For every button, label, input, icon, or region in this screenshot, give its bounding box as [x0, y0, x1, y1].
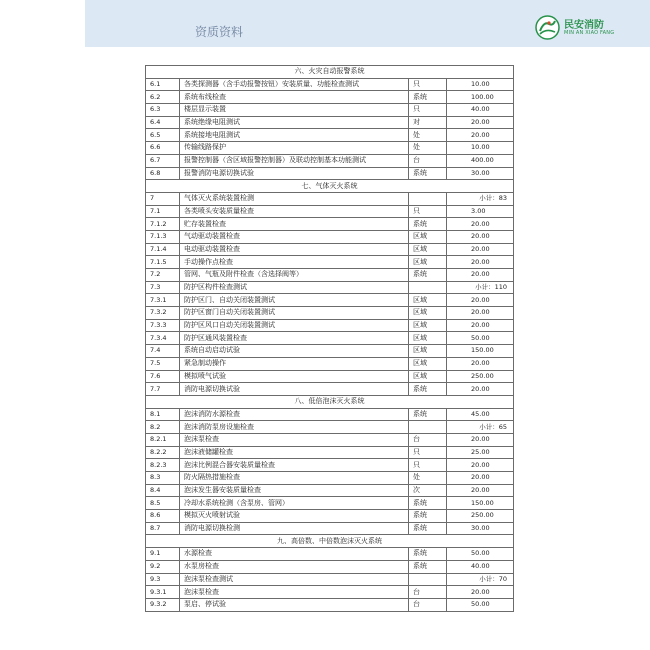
item-description: 冷却水系统检测（含泵房、管网）: [180, 497, 409, 510]
item-number: 6.2: [146, 91, 180, 104]
item-description: 泡沫液储罐检查: [180, 446, 409, 459]
item-description: 报警消防电源切换试验: [180, 167, 409, 180]
item-unit: 台: [409, 586, 447, 599]
item-price: 40.00: [447, 560, 514, 573]
item-number: 9.1: [146, 548, 180, 561]
item-description: 各类喷头安装质量检查: [180, 205, 409, 218]
item-description: 泡沫泵检查: [180, 586, 409, 599]
table-row: [146, 256, 514, 269]
item-description: 泡沫比例混合器安装质量检查: [180, 459, 409, 472]
item-unit: 区域: [409, 307, 447, 320]
item-description: 模拟灭火喷射试验: [180, 510, 409, 523]
item-number: 9.3: [146, 573, 180, 586]
item-unit: [409, 573, 447, 586]
table-row: [146, 307, 514, 320]
item-description: 系统布线检查: [180, 91, 409, 104]
item-number: 8.2: [146, 421, 180, 434]
table-row: [146, 459, 514, 472]
item-description: 管网、气瓶及附件检查（含选择阀等）: [180, 269, 409, 282]
table-row: [146, 560, 514, 573]
item-number: 7: [146, 192, 180, 205]
item-number: 9.3.2: [146, 598, 180, 611]
item-price: 50.00: [447, 548, 514, 561]
item-number: 7.3.4: [146, 332, 180, 345]
item-unit: 区域: [409, 319, 447, 332]
item-price: 40.00: [447, 104, 514, 117]
item-description: 系统绝缘电阻测试: [180, 116, 409, 129]
item-unit: 只: [409, 205, 447, 218]
item-price: 30.00: [447, 167, 514, 180]
item-number: 8.7: [146, 522, 180, 535]
item-unit: 处: [409, 129, 447, 142]
item-description: 手动操作点检查: [180, 256, 409, 269]
section-header-row: [146, 395, 514, 408]
item-subtotal: 小计：70: [447, 573, 514, 586]
item-number: 6.3: [146, 104, 180, 117]
item-description: 泡沫泵检查: [180, 433, 409, 446]
item-unit: 台: [409, 598, 447, 611]
item-description: 泡沫泵检查测试: [180, 573, 409, 586]
item-description: 防护区风口自动关闭装置测试: [180, 319, 409, 332]
item-price: 20.00: [447, 357, 514, 370]
item-price: 20.00: [447, 230, 514, 243]
item-number: 8.6: [146, 510, 180, 523]
item-price: 20.00: [447, 129, 514, 142]
item-unit: [409, 281, 447, 294]
table-row: [146, 205, 514, 218]
table-row: [146, 510, 514, 523]
item-unit: 台: [409, 433, 447, 446]
item-price: 20.00: [447, 319, 514, 332]
page-header-band: [85, 0, 650, 47]
item-unit: 系统: [409, 91, 447, 104]
item-subtotal: 小计：83: [447, 192, 514, 205]
table-row: [146, 345, 514, 358]
item-description: 消防电源切换试验: [180, 383, 409, 396]
table-row: [146, 408, 514, 421]
item-description: 泡沫发生器安装质量检查: [180, 484, 409, 497]
item-unit: 区域: [409, 357, 447, 370]
item-unit: 只: [409, 78, 447, 91]
item-price: 20.00: [447, 459, 514, 472]
item-price: 20.00: [447, 218, 514, 231]
item-number: 7.1.2: [146, 218, 180, 231]
inspection-fee-table: [145, 65, 514, 612]
item-price: 20.00: [447, 484, 514, 497]
table-row: [146, 104, 514, 117]
item-unit: 区域: [409, 256, 447, 269]
item-unit: 只: [409, 104, 447, 117]
item-unit: 系统: [409, 269, 447, 282]
item-price: 25.00: [447, 446, 514, 459]
item-number: 7.3.2: [146, 307, 180, 320]
item-price: 250.00: [447, 510, 514, 523]
item-unit: 区域: [409, 294, 447, 307]
table-row: [146, 243, 514, 256]
item-number: 9.2: [146, 560, 180, 573]
item-unit: 只: [409, 459, 447, 472]
table-row: [146, 598, 514, 611]
section-header-row: [146, 66, 514, 79]
table-row: [146, 586, 514, 599]
table-row: [146, 269, 514, 282]
item-price: 400.00: [447, 154, 514, 167]
table-row: [146, 421, 514, 434]
item-unit: 区域: [409, 243, 447, 256]
item-description: 泵启、停试验: [180, 598, 409, 611]
section-title: 六、火灾自动报警系统: [146, 66, 514, 79]
item-unit: 系统: [409, 548, 447, 561]
item-description: 防护区通风装置检查: [180, 332, 409, 345]
table-row: [146, 484, 514, 497]
table-row: [146, 78, 514, 91]
section-header-row: [146, 180, 514, 193]
item-price: 20.00: [447, 294, 514, 307]
item-price: 20.00: [447, 256, 514, 269]
item-number: 8.2.3: [146, 459, 180, 472]
item-unit: 区域: [409, 332, 447, 345]
item-unit: 区域: [409, 370, 447, 383]
item-price: 20.00: [447, 586, 514, 599]
item-number: 8.4: [146, 484, 180, 497]
item-description: 各类探测器（含手动报警按钮）安装质量、功能检查测试: [180, 78, 409, 91]
section-title: 八、低倍泡沫灭火系统: [146, 395, 514, 408]
item-description: 气体灭火系统装置检测: [180, 192, 409, 205]
table-row: [146, 192, 514, 205]
item-description: 泡沫消防泵房设施检查: [180, 421, 409, 434]
item-description: 电动驱动装置检查: [180, 243, 409, 256]
item-price: 45.00: [447, 408, 514, 421]
item-unit: [409, 421, 447, 434]
item-unit: 系统: [409, 383, 447, 396]
item-subtotal: 小计：65: [447, 421, 514, 434]
item-price: 250.00: [447, 370, 514, 383]
table-row: [146, 116, 514, 129]
item-number: 9.3.1: [146, 586, 180, 599]
table-row: [146, 573, 514, 586]
item-unit: 对: [409, 116, 447, 129]
section-title: 九、高倍数、中倍数泡沫灭火系统: [146, 535, 514, 548]
table-row: [146, 167, 514, 180]
item-price: 20.00: [447, 472, 514, 485]
item-price: 20.00: [447, 116, 514, 129]
item-number: 6.8: [146, 167, 180, 180]
item-price: 20.00: [447, 307, 514, 320]
item-price: 20.00: [447, 243, 514, 256]
item-description: 泡沫消防水源检查: [180, 408, 409, 421]
item-description: 水泵房检查: [180, 560, 409, 573]
item-unit: 系统: [409, 510, 447, 523]
item-unit: 系统: [409, 560, 447, 573]
item-number: 6.5: [146, 129, 180, 142]
table-row: [146, 294, 514, 307]
item-number: 7.1.3: [146, 230, 180, 243]
item-unit: 系统: [409, 408, 447, 421]
section-title: 七、气体灭火系统: [146, 180, 514, 193]
brand-pinyin: MIN AN XIAO FANG: [564, 30, 615, 36]
table-row: [146, 319, 514, 332]
item-description: 系统接地电阻测试: [180, 129, 409, 142]
company-logo: [535, 15, 615, 40]
item-description: 防护区构件检查测试: [180, 281, 409, 294]
item-price: 50.00: [447, 598, 514, 611]
item-number: 6.1: [146, 78, 180, 91]
item-number: 7.1.4: [146, 243, 180, 256]
table-row: [146, 446, 514, 459]
item-unit: 处: [409, 142, 447, 155]
item-price: 20.00: [447, 383, 514, 396]
item-unit: 台: [409, 154, 447, 167]
item-number: 7.3: [146, 281, 180, 294]
table-row: [146, 383, 514, 396]
table-row: [146, 154, 514, 167]
table-row: [146, 548, 514, 561]
table-row: [146, 497, 514, 510]
item-description: 贮存装置检查: [180, 218, 409, 231]
item-price: 30.00: [447, 522, 514, 535]
item-description: 系统自动启动试验: [180, 345, 409, 358]
item-description: 防护区门、自动关闭装置测试: [180, 294, 409, 307]
item-unit: 次: [409, 484, 447, 497]
table-row: [146, 522, 514, 535]
item-unit: 只: [409, 446, 447, 459]
section-header-row: [146, 535, 514, 548]
item-number: 6.4: [146, 116, 180, 129]
item-unit: 区域: [409, 230, 447, 243]
table-row: [146, 357, 514, 370]
item-description: 防火隔热措施检查: [180, 472, 409, 485]
item-price: 100.00: [447, 91, 514, 104]
item-number: 7.7: [146, 383, 180, 396]
header-title: 资质资料: [195, 25, 244, 39]
item-description: 消防电源切换检测: [180, 522, 409, 535]
item-description: 楼层显示装置: [180, 104, 409, 117]
item-number: 7.6: [146, 370, 180, 383]
table-row: [146, 281, 514, 294]
item-unit: 系统: [409, 218, 447, 231]
item-number: 7.2: [146, 269, 180, 282]
item-unit: [409, 192, 447, 205]
item-price: 50.00: [447, 332, 514, 345]
item-number: 7.1: [146, 205, 180, 218]
item-price: 3.00: [447, 205, 514, 218]
table-row: [146, 129, 514, 142]
item-description: 传输线路保护: [180, 142, 409, 155]
item-unit: 处: [409, 472, 447, 485]
item-number: 6.7: [146, 154, 180, 167]
item-number: 8.2.2: [146, 446, 180, 459]
table-row: [146, 218, 514, 231]
company-logo-icon: [535, 15, 560, 40]
item-description: 水源检查: [180, 548, 409, 561]
item-unit: 系统: [409, 522, 447, 535]
item-description: 紧急制动操作: [180, 357, 409, 370]
item-number: 7.3.1: [146, 294, 180, 307]
item-description: 气动驱动装置检查: [180, 230, 409, 243]
item-subtotal: 小计：110: [447, 281, 514, 294]
table-row: [146, 370, 514, 383]
item-description: 防护区窗门自动关闭装置测试: [180, 307, 409, 320]
table-body: [146, 66, 514, 612]
table-row: [146, 91, 514, 104]
item-description: 模拟喷气试验: [180, 370, 409, 383]
table-row: [146, 142, 514, 155]
item-number: 6.6: [146, 142, 180, 155]
item-number: 7.5: [146, 357, 180, 370]
table-row: [146, 433, 514, 446]
item-price: 20.00: [447, 269, 514, 282]
item-number: 8.2.1: [146, 433, 180, 446]
item-price: 20.00: [447, 433, 514, 446]
item-number: 8.5: [146, 497, 180, 510]
item-unit: 系统: [409, 167, 447, 180]
item-price: 10.00: [447, 142, 514, 155]
table-row: [146, 230, 514, 243]
item-number: 8.3: [146, 472, 180, 485]
table-row: [146, 472, 514, 485]
item-number: 7.1.5: [146, 256, 180, 269]
item-number: 8.1: [146, 408, 180, 421]
item-price: 10.00: [447, 78, 514, 91]
brand-name: 民安消防: [564, 20, 604, 31]
item-number: 7.4: [146, 345, 180, 358]
table-row: [146, 332, 514, 345]
item-unit: 区域: [409, 345, 447, 358]
item-price: 150.00: [447, 345, 514, 358]
item-description: 报警控制器（含区域报警控制器）及联动控制基本功能测试: [180, 154, 409, 167]
item-price: 150.00: [447, 497, 514, 510]
item-unit: 系统: [409, 497, 447, 510]
item-number: 7.3.3: [146, 319, 180, 332]
